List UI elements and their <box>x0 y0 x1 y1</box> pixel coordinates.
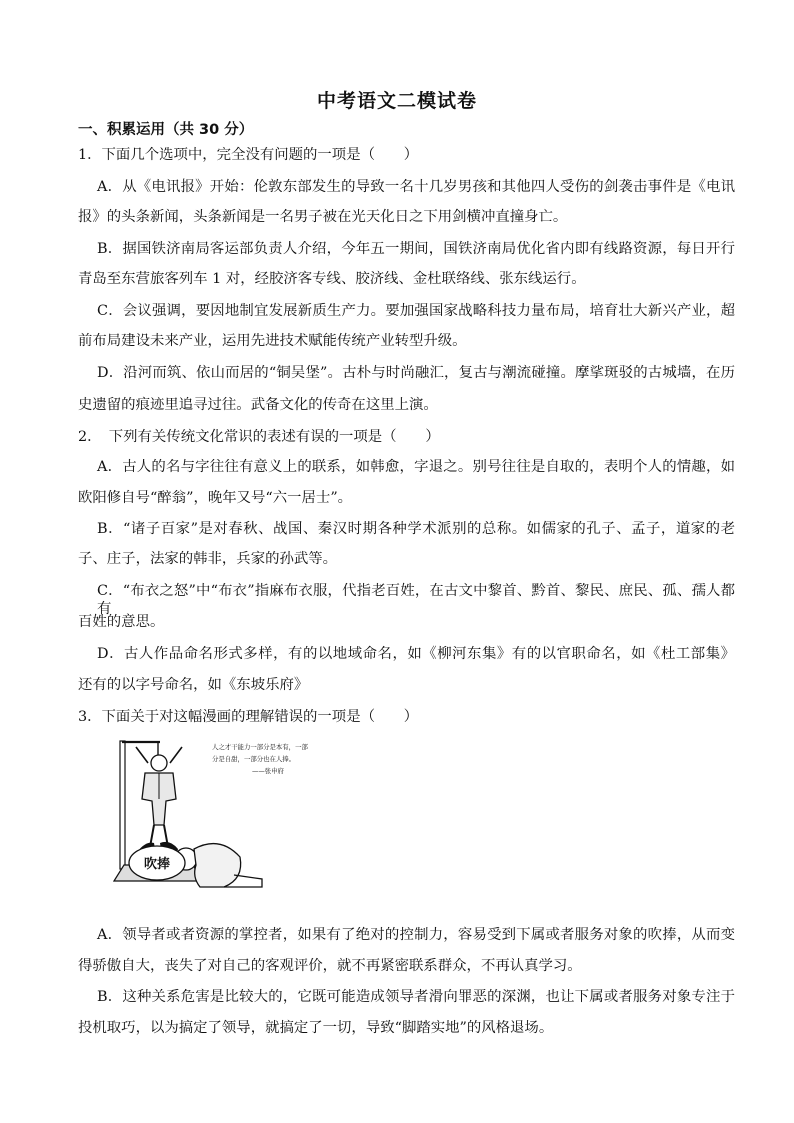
question-2-stem: 2． 下列有关传统文化常识的表述有误的一项是（ ） <box>78 429 440 445</box>
q2-option-d-line2: 还有的以字号命名，如《东坡乐府》 <box>78 677 309 693</box>
q3-option-a-line1: A．领导者或者资源的掌控者，如果有了绝对的控制力，容易受到下属或者服务对象的吹捧，从而变 <box>97 927 735 943</box>
cartoon-quote-author: ——张申府 <box>252 767 284 775</box>
q1-option-d-line1: D．沿河而筑、依山而居的“铜吴堡”。古朴与时尚融汇，复古与潮流碰撞。摩挲斑驳的古城墙，在历 <box>97 365 735 381</box>
q2-option-d-line1: D．古人作品命名形式多样，有的以地域命名，如《柳河东集》有的以官职命名，如《杜工部集》 <box>97 646 735 662</box>
q2-option-a-line2: 欧阳修自号“醉翁”，晚年又号“六一居士”。 <box>78 490 353 506</box>
q2-option-a-line1: A．古人的名与字往往有意义上的联系，如韩愈，字退之。别号往往是自取的，表明个人的情趣，如 <box>97 459 735 475</box>
flattery-cartoon <box>112 737 312 905</box>
q1-option-b-line1: B．据国铁济南局客运部负责人介绍，今年五一期间，国铁济南局优化省内即有线路资源，每日开行 <box>97 241 735 257</box>
q3-option-b-line2: 投机取巧，以为搞定了领导，就搞定了一切，导致“脚踏实地”的风格退场。 <box>78 1020 554 1036</box>
kneeling-person-body <box>194 844 241 887</box>
section-heading: 一、积累运用（共 30 分） <box>78 122 254 138</box>
q2-option-c-line1: C．“布衣之怒”中“布衣”指麻布衣服，代指老百姓，在古文中黎首、黔首、黎民、庶民、孤、孺人都有 <box>97 583 735 617</box>
q1-option-c-line2: 前布局建设未来产业，运用先进技术赋能传统产业转型升级。 <box>78 333 467 349</box>
q1-option-b-line2: 青岛至东营旅客列车 1 对，经胶济客专线、胶济线、金杜联络线、张东线运行。 <box>78 271 586 287</box>
balloon-label: 吹捧 <box>143 857 171 872</box>
q2-option-c-line2: 百姓的意思。 <box>78 614 165 630</box>
question-3-stem: 3．下面关于对这幅漫画的理解错误的一项是（ ） <box>78 709 419 725</box>
page-title: 中考语文二模试卷 <box>316 90 477 112</box>
q1-option-a-line2: 报》的头条新闻，头条新闻是一名男子被在光天化日之下用剑横冲直撞身亡。 <box>78 209 568 225</box>
cartoon-quote-line2: 分是自甜，一部分也在人捧。 <box>212 755 296 763</box>
standing-person-head <box>151 755 167 771</box>
q1-option-a-line1: A．从《电讯报》开始：伦敦东部发生的导致一名十几岁男孩和其他四人受伤的剑袭击事件是《电讯 <box>97 179 735 195</box>
q2-option-b-line2: 子、庄子，法家的韩非，兵家的孙武等。 <box>78 551 338 567</box>
q3-option-a-line2: 得骄傲自大，丧失了对自己的客观评价，就不再紧密联系群众，不再认真学习。 <box>78 958 582 974</box>
q1-option-d-line2: 史遗留的痕迹里追寻过往。武备文化的传奇在这里上演。 <box>78 397 438 413</box>
question-1-stem: 1．下面几个选项中，完全没有问题的一项是（ ） <box>78 147 419 163</box>
scale-post <box>120 741 125 869</box>
q3-option-b-line1: B．这种关系危害是比较大的，它既可能造成领导者滑向罪恶的深渊，也让下属或者服务对象专注于 <box>97 989 735 1005</box>
q2-option-b-line1: B．“诸子百家”是对春秋、战国、秦汉时期各种学术派别的总称。如儒家的孔子、孟子，道家的老 <box>97 521 735 537</box>
q1-option-c-line1: C．会议强调，要因地制宜发展新质生产力。要加强国家战略科技力量布局，培育壮大新兴产业，超 <box>97 303 735 319</box>
cartoon-quote-line1: 人之才干能力一部分是本有，一部 <box>212 743 308 751</box>
